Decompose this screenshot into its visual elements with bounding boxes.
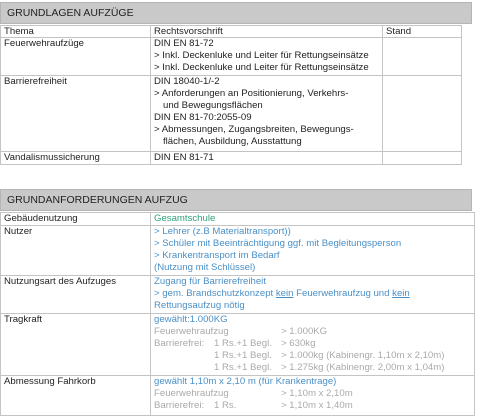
kein-underlined: kein	[392, 288, 410, 299]
row-value	[151, 276, 475, 314]
row-label: Nutzer	[1, 226, 151, 276]
row-thema: Vandalismussicherung	[1, 152, 151, 165]
text-line: DIN EN 81-70:2055-09	[154, 112, 252, 123]
text-line: > Lehrer (z.B Materialtransport))	[154, 226, 291, 237]
table-row	[1, 276, 475, 314]
table-row	[1, 314, 475, 376]
row-label: Tragkraft	[1, 314, 151, 376]
text-line: Rettungsaufzug nötig	[154, 300, 245, 311]
header-stand: Stand	[383, 26, 462, 38]
text-segment: > 1,10m x 2,10m	[281, 388, 353, 399]
row-label: Gebäudenutzung	[1, 213, 151, 226]
text-line: > Krankentransport im Bedarf	[154, 250, 280, 261]
text-line: > Schüler mit Beeinträchtigung ggf. mit Begleitungsperson	[154, 238, 402, 249]
grundlagen-table	[0, 25, 462, 165]
row-label: Nutzungsart des Aufzuges	[1, 276, 151, 314]
text-line	[154, 362, 471, 374]
text-line	[154, 288, 471, 300]
table-row	[1, 226, 475, 276]
row-stand	[383, 152, 462, 165]
row-thema: Barrierefreiheit	[1, 76, 151, 152]
text-segment: Feuerwehraufzug	[154, 388, 229, 399]
text-segment: 1 Rs.+1 Begl.	[214, 350, 272, 361]
row-stand	[383, 38, 462, 76]
text-line	[154, 326, 471, 338]
table-row	[1, 76, 462, 152]
text-segment: Barrierefrei:	[154, 400, 205, 411]
row-stand	[383, 76, 462, 152]
text-line: (Nutzung mit Schlüssel)	[154, 262, 256, 273]
text-line: gewählt:1.000KG	[154, 314, 228, 325]
header-rechtsvorschrift: Rechtsvorschrift	[151, 26, 383, 38]
text-segment: > 1.000KG	[281, 326, 328, 337]
text-segment: 1 Rs.	[214, 400, 237, 411]
text-segment: 1 Rs.+1 Begl.	[214, 338, 272, 349]
row-value	[151, 226, 475, 276]
text-line: DIN 18040-1/-2	[154, 76, 220, 87]
text-line: DIN EN 81-71	[154, 152, 214, 163]
row-rechtsvorschrift	[151, 38, 383, 76]
text-line: > Abmessungen, Zugangsbreiten, Bewegungs-	[154, 124, 354, 135]
row-value	[151, 314, 475, 376]
row-thema: Feuerwehraufzüge	[1, 38, 151, 76]
table-row	[1, 152, 462, 165]
kein-underlined: kein	[275, 288, 294, 299]
text-line: > Inkl. Deckenluke und Leiter für Rettungseinsätze	[154, 62, 369, 73]
text-line	[154, 400, 471, 412]
table-header-row	[1, 26, 462, 38]
text-line: gewählt 1,10m x 2,10 m (für Krankentrage)	[154, 376, 337, 387]
text-line: und Bewegungsflächen	[163, 100, 263, 111]
text-segment: Feuerwehraufzug und	[293, 288, 393, 299]
section-title-grundanforderungen: GRUNDANFORDERUNGEN AUFZUG	[0, 189, 472, 211]
row-value: Gesamtschule	[151, 213, 475, 226]
text-segment: 1 Rs.+1 Begl.	[214, 362, 272, 373]
text-line	[154, 350, 471, 362]
text-line	[154, 338, 471, 350]
text-line: Zugang für Barrierefreiheit	[154, 276, 266, 287]
text-line	[154, 388, 471, 400]
text-line: > Anforderungen an Positionierung, Verkehrs-	[154, 88, 349, 99]
row-label: Abmessung Fahrkorb	[1, 376, 151, 416]
text-segment: > 1.275kg (Kabinengr. 2,00m x 1,04m)	[281, 362, 445, 373]
grundanforderungen-table	[0, 212, 475, 416]
text-segment: > 1.000kg (Kabinengr. 1,10m x 2,10m)	[281, 350, 445, 361]
table-row	[1, 213, 475, 226]
table-row	[1, 376, 475, 416]
text-segment: > 1,10m x 1,40m	[281, 400, 353, 411]
section-title-grundlagen: GRUNDLAGEN AUFZÜGE	[0, 2, 472, 24]
row-rechtsvorschrift	[151, 76, 383, 152]
row-rechtsvorschrift	[151, 152, 383, 165]
text-segment: > gem. Brandschutzkonzept	[154, 288, 276, 299]
row-value	[151, 376, 475, 416]
header-thema: Thema	[1, 26, 151, 38]
text-segment: > 630kg	[281, 338, 316, 349]
text-segment: Barrierefrei:	[154, 338, 205, 349]
text-segment: Feuerwehraufzug	[154, 326, 229, 337]
text-line: DIN EN 81-72	[154, 38, 214, 49]
text-line: flächen, Ausbildung, Ausstattung	[163, 136, 302, 147]
table-row	[1, 38, 462, 76]
text-line: > Inkl. Deckenluke und Leiter für Rettungseinsätze	[154, 50, 369, 61]
